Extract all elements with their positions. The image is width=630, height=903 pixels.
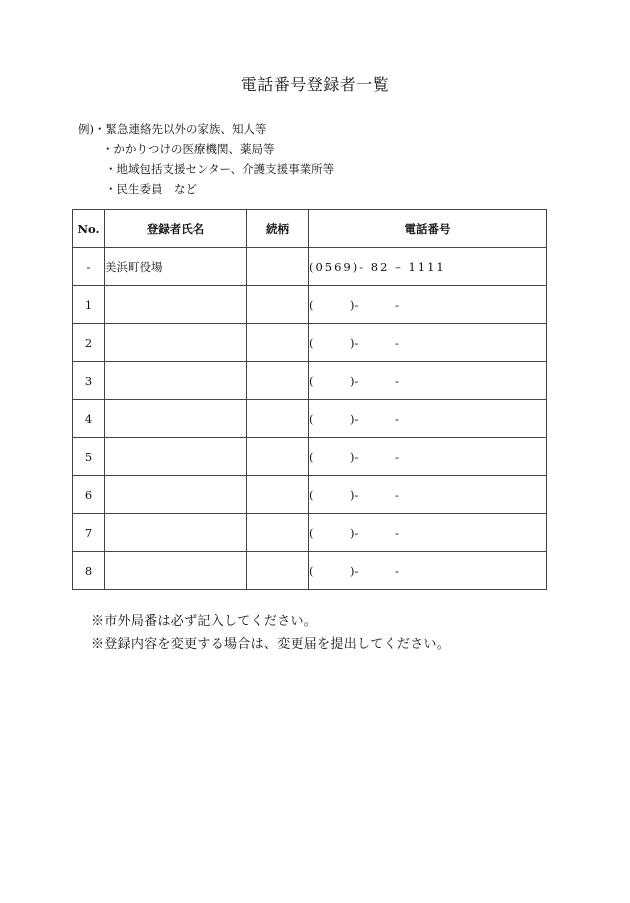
row-no: 1 [73,286,105,324]
table-row [73,438,547,476]
row-no: 2 [73,324,105,362]
row-name[interactable]: 美浜町役場 [105,248,247,286]
row-relation[interactable] [247,324,309,362]
table-header-row [73,210,547,248]
row-name[interactable] [105,324,247,362]
row-relation[interactable] [247,286,309,324]
row-no: 7 [73,514,105,552]
row-name[interactable] [105,286,247,324]
header-name: 登録者氏名 [105,210,247,248]
table-row [73,286,547,324]
row-name[interactable] [105,476,247,514]
row-phone[interactable]: ( )- - [309,362,547,400]
row-relation[interactable] [247,514,309,552]
row-phone[interactable]: ( )- - [309,286,547,324]
row-name[interactable] [105,362,247,400]
row-phone[interactable]: ( )- - [309,400,547,438]
table-row [73,514,547,552]
row-name[interactable] [105,514,247,552]
example-line: ・かかりつけの医療機関、薬局等 [102,142,275,156]
row-no: 6 [73,476,105,514]
example-line: 例)・緊急連絡先以外の家族、知人等 [78,122,267,136]
notes [91,610,450,656]
example-line: ・民生委員 など [105,182,197,196]
table-row [73,552,547,590]
header-relation: 続柄 [247,210,309,248]
row-name[interactable] [105,438,247,476]
row-phone[interactable]: ( )- - [309,438,547,476]
examples-list [78,119,334,199]
row-name[interactable] [105,552,247,590]
page-title: 電話番号登録者一覧 [240,75,390,94]
row-no: 8 [73,552,105,590]
row-phone[interactable]: ( )- - [309,324,547,362]
registrant-table [72,209,547,590]
header-no: No. [73,210,105,248]
table-row [73,362,547,400]
row-relation[interactable] [247,438,309,476]
row-no: - [73,248,105,286]
header-phone: 電話番号 [309,210,547,248]
row-no: 5 [73,438,105,476]
table-row [73,248,547,286]
table-row [73,400,547,438]
row-phone[interactable]: ( )- - [309,476,547,514]
row-relation[interactable] [247,362,309,400]
row-relation[interactable] [247,476,309,514]
row-relation[interactable] [247,400,309,438]
row-phone[interactable]: (0569)- 82 – 1111 [309,248,547,286]
table-row [73,324,547,362]
row-relation[interactable] [247,248,309,286]
row-phone[interactable]: ( )- - [309,552,547,590]
row-name[interactable] [105,400,247,438]
table-row [73,476,547,514]
note-line: ※登録内容を変更する場合は、変更届を提出してください。 [91,637,451,652]
note-line: ※市外局番は必ず記入してください。 [91,614,318,629]
row-no: 4 [73,400,105,438]
row-relation[interactable] [247,552,309,590]
row-no: 3 [73,362,105,400]
example-line: ・地域包括支援センター、介護支援事業所等 [105,162,335,176]
row-phone[interactable]: ( )- - [309,514,547,552]
